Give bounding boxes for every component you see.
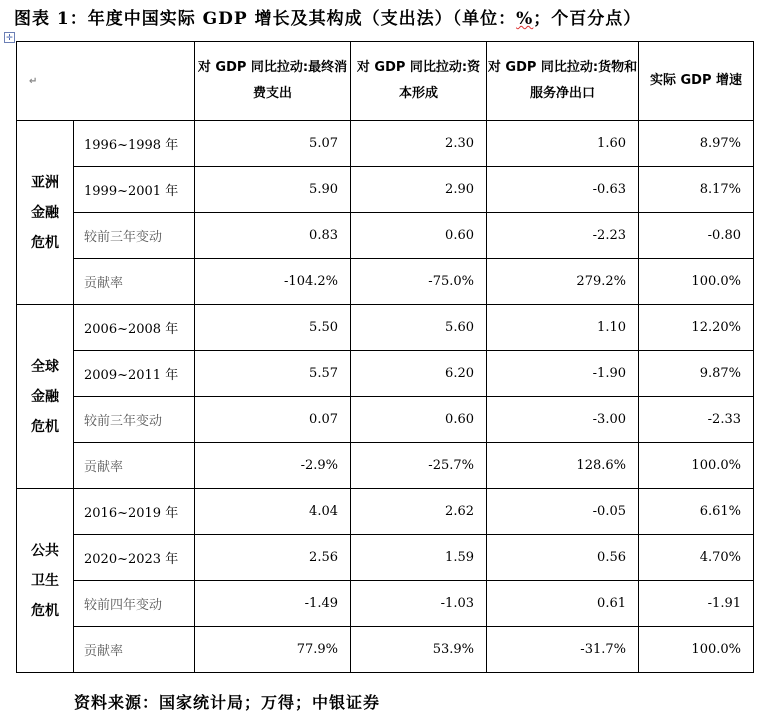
value-cell: -1.49 — [195, 581, 351, 627]
table-row — [17, 397, 754, 443]
value-cell: 6.20 — [351, 351, 487, 397]
row-label: 贡献率 — [74, 627, 195, 673]
value-cell: -1.91 — [639, 581, 754, 627]
group-label-line: 危机 — [31, 602, 59, 619]
value-cell: 1.59 — [351, 535, 487, 581]
header-capital: 对 GDP 同比拉动:资本形成 — [351, 42, 487, 121]
table-row — [17, 581, 754, 627]
value-cell: -1.90 — [487, 351, 639, 397]
header-net-exports: 对 GDP 同比拉动:货物和服务净出口 — [487, 42, 639, 121]
group-label-line: 亚洲 — [31, 174, 59, 191]
row-label: 较前三年变动 — [74, 213, 195, 259]
value-cell: 8.97% — [639, 121, 754, 167]
table-row — [17, 259, 754, 305]
group-label-line: 卫生 — [31, 572, 59, 589]
value-cell: 0.83 — [195, 213, 351, 259]
table-row — [17, 167, 754, 213]
row-label: 2016~2019 年 — [74, 489, 195, 535]
row-label: 较前四年变动 — [74, 581, 195, 627]
title-tail: ；个百分点） — [533, 9, 642, 29]
value-cell: -104.2% — [195, 259, 351, 305]
group-label-line: 危机 — [31, 418, 59, 435]
group-label — [17, 489, 74, 673]
table-row — [17, 627, 754, 673]
figure-title — [14, 4, 641, 29]
value-cell: 5.07 — [195, 121, 351, 167]
group-label — [17, 305, 74, 489]
value-cell: -3.00 — [487, 397, 639, 443]
header-corner: ↵ — [17, 42, 195, 121]
value-cell: -0.63 — [487, 167, 639, 213]
group-label-line: 公共 — [31, 542, 59, 559]
value-cell: 8.17% — [639, 167, 754, 213]
value-cell: -0.80 — [639, 213, 754, 259]
title-main: 图表 1：年度中国实际 GDP 增长及其构成（支出法）（单位： — [14, 9, 517, 29]
value-cell: 100.0% — [639, 259, 754, 305]
value-cell: 0.07 — [195, 397, 351, 443]
gdp-table — [16, 41, 754, 673]
group-label-line: 金融 — [31, 204, 59, 221]
value-cell: 2.90 — [351, 167, 487, 213]
value-cell: 0.60 — [351, 397, 487, 443]
value-cell: 9.87% — [639, 351, 754, 397]
header-consumption: 对 GDP 同比拉动:最终消费支出 — [195, 42, 351, 121]
row-label: 贡献率 — [74, 443, 195, 489]
value-cell: 2.56 — [195, 535, 351, 581]
table-move-handle-icon[interactable]: ✛ — [4, 32, 15, 43]
value-cell: -75.0% — [351, 259, 487, 305]
value-cell: 53.9% — [351, 627, 487, 673]
row-label: 2006~2008 年 — [74, 305, 195, 351]
row-label: 2009~2011 年 — [74, 351, 195, 397]
value-cell: -2.23 — [487, 213, 639, 259]
value-cell: 128.6% — [487, 443, 639, 489]
value-cell: 12.20% — [639, 305, 754, 351]
header-real-gdp: 实际 GDP 增速 — [639, 42, 754, 121]
value-cell: -2.9% — [195, 443, 351, 489]
value-cell: 2.30 — [351, 121, 487, 167]
value-cell: -0.05 — [487, 489, 639, 535]
group-label-line: 全球 — [31, 358, 59, 375]
value-cell: 4.70% — [639, 535, 754, 581]
value-cell: 100.0% — [639, 627, 754, 673]
value-cell: 0.61 — [487, 581, 639, 627]
group-label-line: 危机 — [31, 234, 59, 251]
value-cell: 1.10 — [487, 305, 639, 351]
row-label: 1996~1998 年 — [74, 121, 195, 167]
table-body — [17, 121, 754, 673]
title-percent: % — [516, 9, 534, 29]
table-row — [17, 213, 754, 259]
value-cell: 4.04 — [195, 489, 351, 535]
table-row — [17, 535, 754, 581]
table-row — [17, 443, 754, 489]
value-cell: 0.60 — [351, 213, 487, 259]
value-cell: 2.62 — [351, 489, 487, 535]
value-cell: -25.7% — [351, 443, 487, 489]
value-cell: 5.57 — [195, 351, 351, 397]
value-cell: 5.90 — [195, 167, 351, 213]
value-cell: 1.60 — [487, 121, 639, 167]
value-cell: 5.60 — [351, 305, 487, 351]
row-label: 2020~2023 年 — [74, 535, 195, 581]
table-row — [17, 121, 754, 167]
table-row — [17, 305, 754, 351]
value-cell: 0.56 — [487, 535, 639, 581]
value-cell: 100.0% — [639, 443, 754, 489]
value-cell: 5.50 — [195, 305, 351, 351]
table-row — [17, 489, 754, 535]
table-row — [17, 351, 754, 397]
value-cell: -31.7% — [487, 627, 639, 673]
group-label-line: 金融 — [31, 388, 59, 405]
value-cell: 279.2% — [487, 259, 639, 305]
header-row — [17, 42, 754, 121]
value-cell: 77.9% — [195, 627, 351, 673]
value-cell: -1.03 — [351, 581, 487, 627]
source-note: 资料来源：国家统计局；万得；中银证券 — [74, 693, 381, 712]
row-label: 较前三年变动 — [74, 397, 195, 443]
value-cell: 6.61% — [639, 489, 754, 535]
row-label: 贡献率 — [74, 259, 195, 305]
value-cell: -2.33 — [639, 397, 754, 443]
row-label: 1999~2001 年 — [74, 167, 195, 213]
group-label — [17, 121, 74, 305]
